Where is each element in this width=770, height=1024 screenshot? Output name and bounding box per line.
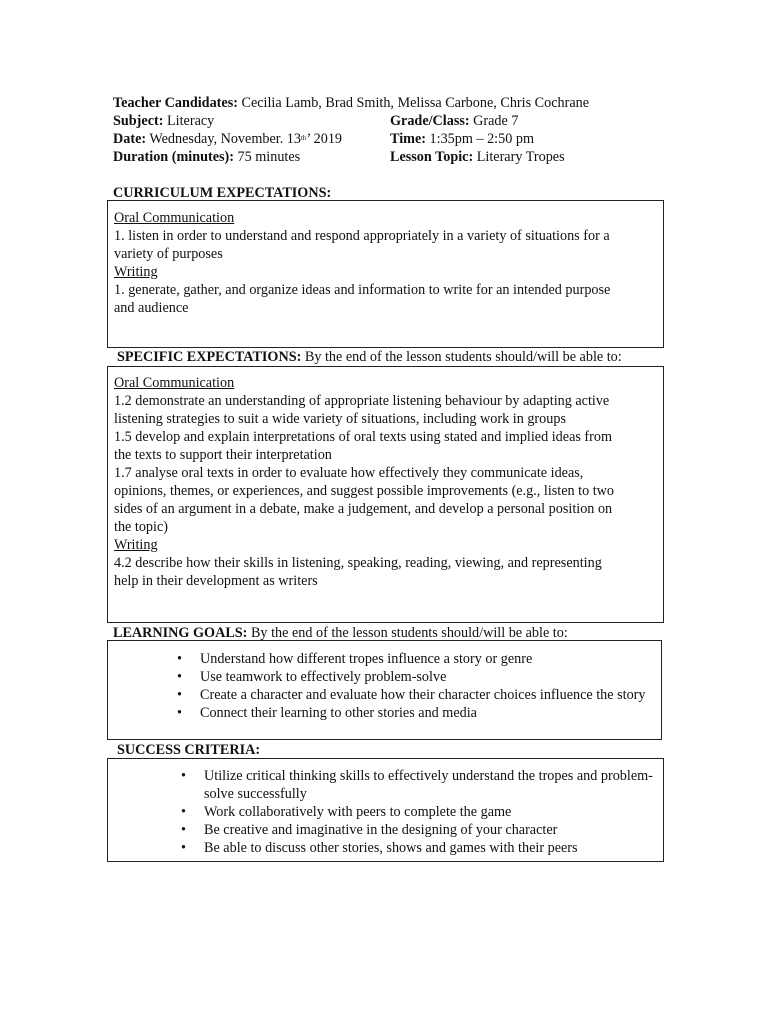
bullet-icon: • [181,822,186,838]
list-item [159,839,659,857]
specific-heading-bold: SPECIFIC EXPECTATIONS: [117,349,302,365]
specific-box [107,366,664,623]
goals-heading-rest: By the end of the lesson students should/will be able to: [247,625,568,641]
specific-oral-line: 1.7 analyse oral texts in order to evaluate how effectively they communicate ideas, [114,465,584,481]
goals-heading-bold: LEARNING GOALS: [113,625,248,641]
curriculum-writing-title: Writing [114,264,158,280]
duration-label: Duration (minutes): [113,149,234,165]
goal-text: Connect their learning to other stories and media [200,705,477,721]
criteria-text: Be able to discuss other stories, shows and games with their peers [204,840,578,856]
criteria-text: Be creative and imaginative in the designing of your character [204,822,558,838]
list-item [159,803,659,821]
topic-label: Lesson Topic: [390,149,474,165]
goal-text: Understand how different tropes influence a story or genre [200,651,533,667]
specific-oral-line: listening strategies to suit a wide variety of situations, including work in groups [114,411,566,427]
bullet-icon: • [177,705,182,721]
list-item [177,650,657,668]
specific-writing-line: help in their development as writers [114,573,318,589]
specific-oral-line: the texts to support their interpretation [114,447,332,463]
duration-line [113,148,300,166]
specific-oral-line: opinions, themes, or experiences, and suggest possible improvements (e.g., listen to two [114,483,615,499]
curriculum-oral-line: 1. listen in order to understand and respond appropriately in a variety of situations for a [114,228,610,244]
specific-oral-line: the topic) [114,519,168,535]
specific-oral-line: sides of an argument in a debate, make a judgement, and develop a personal position on [114,501,613,517]
list-item [159,821,659,839]
curriculum-oral-title: Oral Communication [114,210,235,226]
time-label: Time: [390,131,426,147]
criteria-heading [117,741,260,759]
date-value: Wednesday, November. 13 [146,131,301,147]
list-item [177,686,657,704]
topic-value: Literary Tropes [473,149,565,165]
criteria-heading-text: SUCCESS CRITERIA: [117,742,261,758]
criteria-text: Work collaboratively with peers to complete the game [204,804,512,820]
date-year: ’ 2019 [306,131,343,147]
bullet-icon: • [177,651,182,667]
curriculum-oral-line: variety of purposes [114,246,223,262]
bullet-icon: • [181,840,186,856]
time-value: 1:35pm – 2:50 pm [426,131,534,147]
curriculum-writing-line: and audience [114,300,189,316]
criteria-text: Utilize critical thinking skills to effectively understand the tropes and problem- [204,768,653,784]
grade-label: Grade/Class: [390,113,470,129]
goal-text: Create a character and evaluate how their character choices influence the story [200,687,646,703]
list-item [177,704,657,722]
curriculum-box [107,200,664,348]
grade-line [390,112,518,130]
goals-box [107,640,662,740]
list-item [159,767,659,803]
curriculum-heading-text: CURRICULUM EXPECTATIONS: [113,185,332,201]
grade-value: Grade 7 [469,113,519,129]
topic-line [390,148,565,166]
specific-oral-line: 1.5 develop and explain interpretations of oral texts using stated and implied ideas from [114,429,613,445]
teacher-candidates-line [113,94,589,112]
bullet-icon: • [181,768,186,784]
date-label: Date: [113,131,147,147]
criteria-box [107,758,664,862]
specific-writing-title: Writing [114,537,158,553]
bullet-icon: • [177,687,182,703]
subject-value: Literacy [163,113,215,129]
criteria-list [159,767,659,857]
specific-heading-rest: By the end of the lesson students should/will be able to: [301,349,622,365]
bullet-icon: • [177,669,182,685]
specific-writing-line: 4.2 describe how their skills in listening, speaking, reading, viewing, and representing [114,555,602,571]
teachers-label: Teacher Candidates: [113,95,238,111]
subject-line [113,112,214,130]
specific-oral-title: Oral Communication [114,375,235,391]
goals-list [177,650,657,722]
specific-heading [117,348,622,366]
bullet-icon: • [181,804,186,820]
date-superscript: th [300,134,307,142]
teachers-value: Cecilia Lamb, Brad Smith, Melissa Carbone, Chris Cochrane [237,95,590,111]
curriculum-writing-line: 1. generate, gather, and organize ideas and information to write for an intended purpose [114,282,611,298]
time-line [390,130,534,148]
subject-label: Subject: [113,113,164,129]
goal-text: Use teamwork to effectively problem-solve [200,669,447,685]
duration-value: 75 minutes [233,149,301,165]
date-line [113,130,342,148]
specific-oral-line: 1.2 demonstrate an understanding of appropriate listening behaviour by adapting active [114,393,610,409]
criteria-text: solve successfully [204,786,307,802]
list-item [177,668,657,686]
